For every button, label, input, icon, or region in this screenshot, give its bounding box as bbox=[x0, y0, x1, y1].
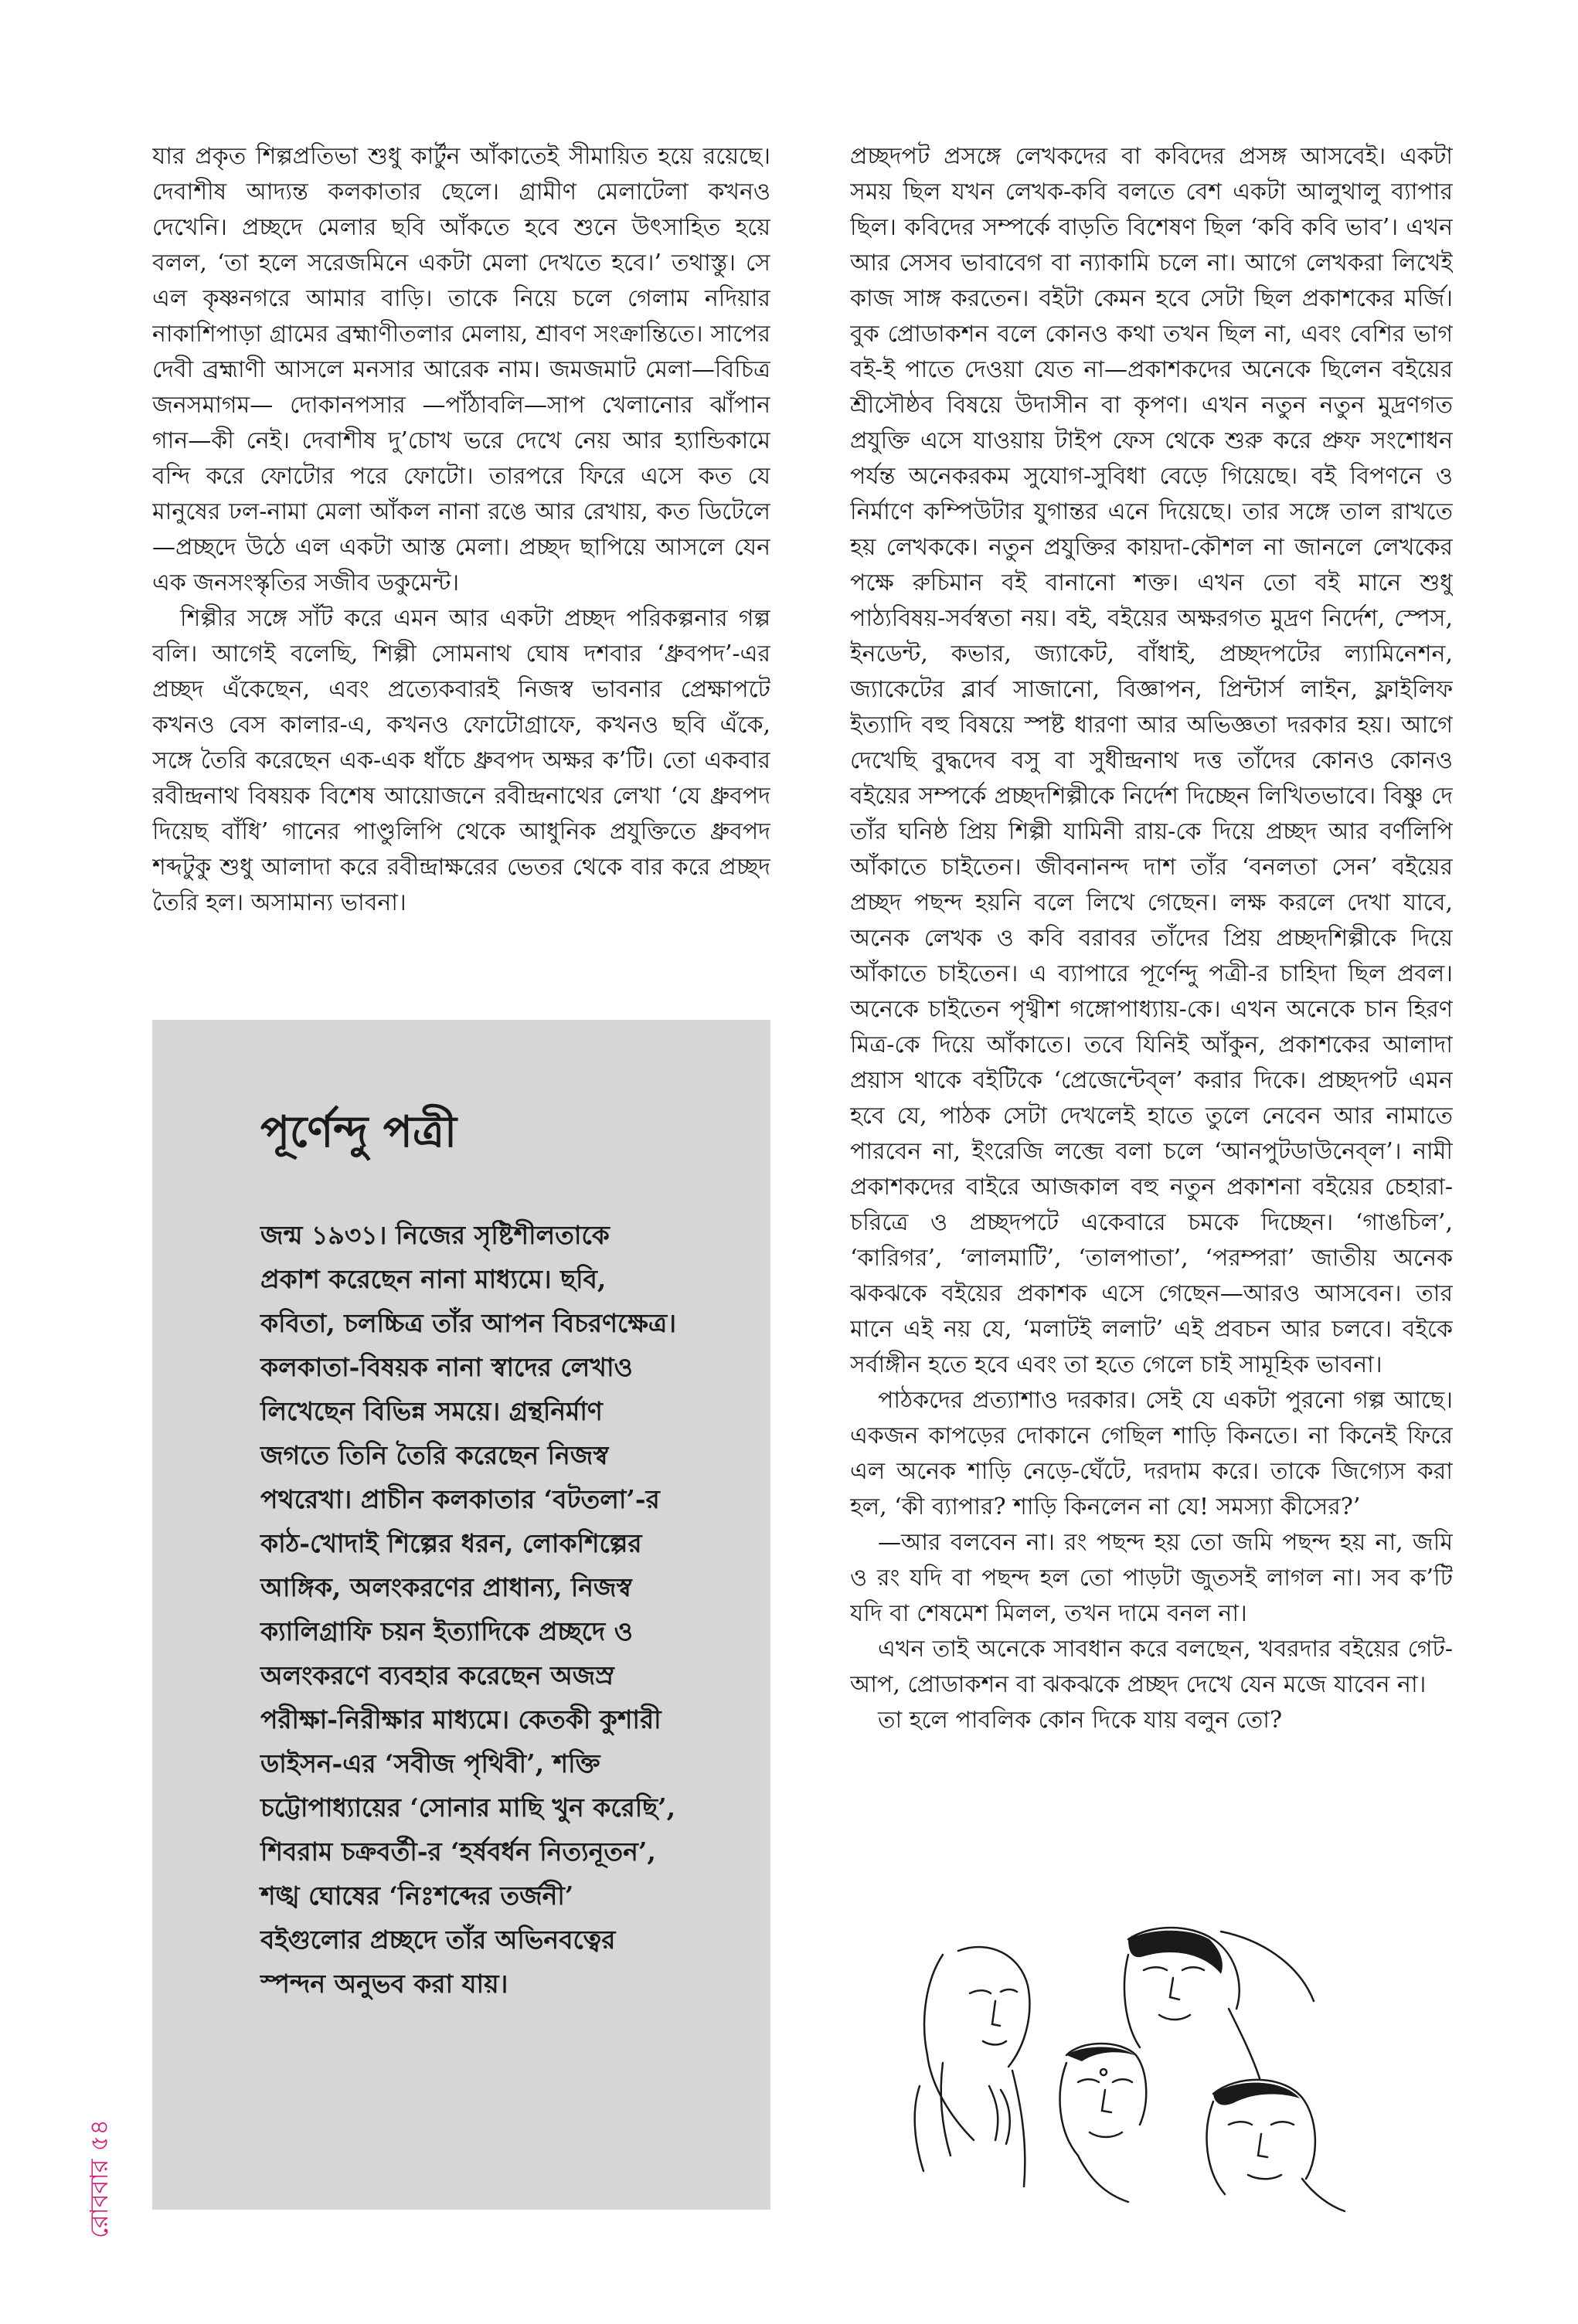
right-paragraph-2: পাঠকদের প্রত্যাশাও দরকার। সেই যে একটা পুরনো গল্প আছে। একজন কাপড়ের দোকানে গেছিল শাড়ি কিনতে। না কিনেই ফিরে এল অনেক শাড়ি নেড়ে-ঘেঁটে, দরদাম করে। তাকে জিগ্যেস করা হল, ‘কী ব্যাপার? শাড়ি কিনলেন না যে! সমস্যা কীসের?’ bbox=[850, 1387, 1453, 1520]
right-column bbox=[850, 139, 1453, 1839]
right-paragraph-1: প্রচ্ছদপট প্রসঙ্গে লেখকদের বা কবিদের প্রসঙ্গ আসবেই। একটা সময় ছিল যখন লেখক-কবি বলতে বেশ একটা আলুথালু ব্যাপার ছিল। কবিদের সম্পর্কে বাড়তি বিশেষণ ছিল ‘কবি কবি ভাব’। এখন আর সেসব ভাবাবেগ বা ন্যাকামি চলে না। আগে লেখকরা লিখেই কাজ সাঙ্গ করতেন। বইটা কেমন হবে সেটা ছিল প্রকাশকের মর্জি। বুক প্রোডাকশন বলে কোনও কথা তখন ছিল না, এবং বেশির ভাগ বই-ই পাতে দেওয়া যেত না—প্রকাশকদের অনেকে ছিলেন বইয়ের শ্রীসৌষ্ঠব বিষয়ে উদাসীন বা কৃপণ। এখন নতুন নতুন মুদ্রণগত প্রযুক্তি এসে যাওয়ায় টাইপ ফেস থেকে শুরু করে প্রুফ সংশোধন পর্যন্ত অনেকরকম সুযোগ-সুবিধা বেড়ে গিয়েছে। বই বিপণনে ও নির্মাণে কম্পিউটার যুগান্তর এনে দিয়েছে। তার সঙ্গে তাল রাখতে হয় লেখককে। নতুন প্রযুক্তির কায়দা-কৌশল না জানলে লেখকের পক্ষে রুচিমান বই বানানো শক্ত। এখন তো বই মানে শুধু পাঠ্যবিষয়-সর্বস্বতা নয়। বই, বইয়ের অক্ষরগত মুদ্রণ নির্দেশ, স্পেস, ইনডেন্ট, কভার, জ্যাকেট, বাঁধাই, প্রচ্ছদপটের ল্যামিনেশন, জ্যাকেটের ব্লার্ব সাজানো, বিজ্ঞাপন, প্রিন্টার্স লাইন, ফ্লাইলিফ ইত্যাদি বহু বিষয়ে স্পষ্ট ধারণা আর অভিজ্ঞতা দরকার হয়। আগে দেখেছি বুদ্ধদেব বসু বা সুধীন্দ্রনাথ দত্ত তাঁদের কোনও কোনও বইয়ের সম্পর্কে প্রচ্ছদশিল্পীকে নির্দেশ দিচ্ছেন লিখিতভাবে। বিষ্ণু দে তাঁর ঘনিষ্ঠ প্রিয় শিল্পী যামিনী রায়-কে দিয়ে প্রচ্ছদ আর বর্ণলিপি আঁকাতে চাইতেন। জীবনানন্দ দাশ তাঁর ‘বনলতা সেন’ বইয়ের প্রচ্ছদ পছন্দ হয়নি বলে লিখে গেছেন। লক্ষ করলে দেখা যাবে, অনেক লেখক ও কবি বরাবর তাঁদের প্রিয় প্রচ্ছদশিল্পীকে দিয়ে আঁকাতে চাইতেন। এ ব্যাপারে পূর্ণেন্দু পত্রী-র চাহিদা ছিল প্রবল। অনেকে চাইতেন পৃথ্বীশ গঙ্গোপাধ্যায়-কে। এখন অনেকে চান হিরণ মিত্র-কে দিয়ে আঁকাতে। তবে যিনিই আঁকুন, প্রকাশকের আলাদা প্রয়াস থাকে বইটিকে ‘প্রেজেন্টেব্‌ল’ করার দিকে। প্রচ্ছদপট এমন হবে যে, পাঠক সেটা দেখলেই হাতে তুলে নেবেন আর নামাতে পারবেন না, ইংরেজি লব্জে বলা চলে ‘আনপুটডাউনেব্‌ল’। নামী প্রকাশকদের বাইরে আজকাল বহু নতুন প্রকাশনা বইয়ের চেহারা-চরিত্রে ও প্রচ্ছদপটে একেবারে চমকে দিচ্ছেন। ‘গাঙচিল’, ‘কারিগর’, ‘লালমাটি’, ‘তালপাতা’, ‘পরম্পরা’ জাতীয় অনেক ঝকঝকে বইয়ের প্রকাশক এসে গেছেন—আরও আসবেন। তার মানে এই নয় যে, ‘মলাটই ললাট’ এই প্রবচন আর চলবে। বইকে সর্বাঙ্গীন হতে হবে এবং তা হতে গেলে চাই সামূহিক ভাবনা। bbox=[850, 143, 1453, 1378]
left-paragraph-2: শিল্পীর সঙ্গে সাঁট করে এমন আর একটা প্রচ্ছদ পরিকল্পনার গল্প বলি। আগেই বলেছি, শিল্পী সোমনাথ ঘোষ দশবার ‘ধ্রুবপদ’-এর প্রচ্ছদ এঁকেছেন, এবং প্রত্যেকবারই নিজস্ব ভাবনার প্রেক্ষাপটে কখনও বেস কালার-এ, কখনও ফোটোগ্রাফে, কখনও ছবি এঁকে, সঙ্গে তৈরি করেছেন এক-এক ধাঁচে ধ্রুবপদ অক্ষর ক’টি। তো একবার রবীন্দ্রনাথ বিষয়ক বিশেষ আয়োজনে রবীন্দ্রনাথের লেখা ‘যে ধ্রুবপদ দিয়েছ বাঁধি’ গানের পাণ্ডুলিপি থেকে আধুনিক প্রযুক্তিতে ধ্রুবপদ শব্দটুকু শুধু আলাদা করে রবীন্দ্রাক্ষরের ভেতর থেকে বার করে প্রচ্ছদ তৈরি হল। অসামান্য ভাবনা। bbox=[152, 605, 770, 916]
right-paragraph-3: —আর বলবেন না। রং পছন্দ হয় তো জমি পছন্দ হয় না, জমি ও রং যদি বা পছন্দ হল তো পাড়টা জুতসই লাগল না। সব ক’টি যদি বা শেষমেশ মিলল, তখন দামে বনল না। bbox=[850, 1529, 1453, 1627]
left-paragraph-1: যার প্রকৃত শিল্পপ্রতিভা শুধু কার্টুন আঁকাতেই সীমায়িত হয়ে রয়েছে। দেবাশীষ আদ্যন্ত কলকাতার ছেলে। গ্রামীণ মেলাটেলা কখনও দেখেনি। প্রচ্ছদে মেলার ছবি আঁকতে হবে শুনে উৎসাহিত হয়ে বলল, ‘তা হলে সরেজমিনে একটা মেলা দেখতে হবে।’ তথাস্তু। সে এল কৃষ্ণনগরে আমার বাড়ি। তাকে নিয়ে চলে গেলাম নদিয়ার নাকাশিপাড়া গ্রামের ব্রহ্মাণীতলার মেলায়, শ্রাবণ সংক্রান্তিতে। সাপের দেবী ব্রহ্মাণী আসলে মনসার আরেক নাম। জমজমাট মেলা—বিচিত্র জনসমাগম— দোকানপসার —পাঁঠাবলি—সাপ খেলানোর ঝাঁপান গান—কী নেই। দেবাশীষ দু’চোখ ভরে দেখে নেয় আর হ্যান্ডিকামে বন্দি করে ফোটোর পরে ফোটো। তারপরে ফিরে এসে কত যে মানুষের ঢল-নামা মেলা আঁকল নানা রঙে আর রেখায়, কত ডিটেলে—প্রচ্ছদে উঠে এল একটা আস্ত মেলা। প্রচ্ছদ ছাপিয়ে আসলে যেন এক জনসংস্কৃতির সজীব ডকুমেন্ট। bbox=[152, 143, 770, 596]
right-paragraph-4: এখন তাই অনেকে সাবধান করে বলছেন, খবরদার বইয়ের গেট-আপ, প্রোডাকশন বা ঝকঝকে প্রচ্ছদ দেখে যেন মজে যাবেন না। bbox=[850, 1636, 1453, 1698]
author-sidebar-box bbox=[152, 1020, 770, 2210]
right-paragraph-5: তা হলে পাবলিক কোন দিকে যায় বলুন তো? bbox=[878, 1707, 1283, 1734]
page-number-text: রোববার ৫৪ bbox=[84, 2118, 114, 2239]
sidebar-title: পূর্ণেন্দু পত্রী bbox=[260, 1106, 457, 1157]
left-column bbox=[152, 139, 770, 1004]
ink-sketch-faces-icon bbox=[896, 1908, 1360, 2217]
sidebar-body: জন্ম ১৯৩১। নিজের সৃষ্টিশীলতাকে প্রকাশ করেছেন নানা মাধ্যমে। ছবি, কবিতা, চলচ্চিত্র তাঁর আপন বিচরণক্ষেত্র। কলকাতা-বিষয়ক নানা স্বাদের লেখাও লিখেছেন বিভিন্ন সময়ে। গ্রন্থনির্মাণ জগতে তিনি তৈরি করেছেন নিজস্ব পথরেখা। প্রাচীন কলকাতার ‘বটতলা’-র কাঠ-খোদাই শিল্পের ধরন, লোকশিল্পের আঙ্গিক, অলংকরণের প্রাধান্য, নিজস্ব ক্যালিগ্রাফি চয়ন ইত্যাদিকে প্রচ্ছদে ও অলংকরণে ব্যবহার করেছেন অজস্র পরীক্ষা-নিরীক্ষার মাধ্যমে। কেতকী কুশারী ডাইসন-এর ‘সবীজ পৃথিবী’, শক্তি চট্টোপাধ্যায়ের ‘সোনার মাছি খুন করেছি’, শিবরাম চক্রবর্তী-র ‘হর্ষবর্ধন নিত্যনূতন’, শঙ্খ ঘোষের ‘নিঃশব্দের তর্জনী’ বইগুলোর প্রচ্ছদে তাঁর অভিনবত্বের স্পন্দন অনুভব করা যায়। bbox=[260, 1220, 677, 1999]
page-number-mark bbox=[77, 2086, 124, 2271]
